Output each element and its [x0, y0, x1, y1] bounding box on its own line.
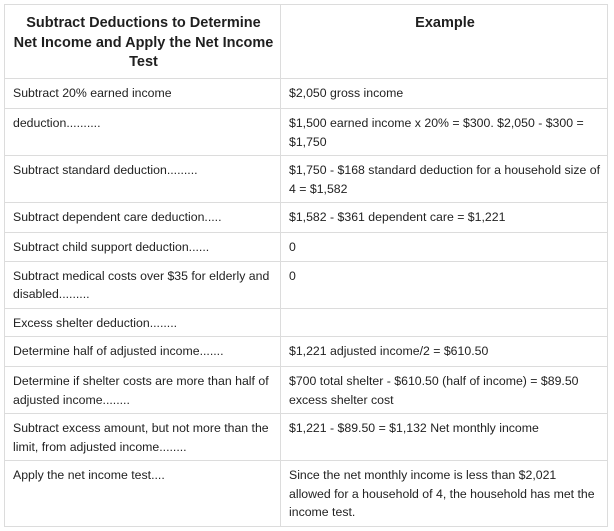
example-cell: Since the net monthly income is less than $2,021 allowed for a household of 4, the household has met the income test.	[281, 461, 608, 527]
table-row	[5, 308, 608, 337]
step-cell: Determine half of adjusted income.......	[5, 337, 281, 367]
table-row	[5, 367, 608, 414]
table-row	[5, 233, 608, 262]
step-cell: Apply the net income test....	[5, 461, 281, 527]
example-cell	[281, 308, 608, 337]
step-cell: Subtract child support deduction......	[5, 233, 281, 262]
example-cell: $1,221 adjusted income/2 = $610.50	[281, 337, 608, 367]
table-header-row	[5, 5, 608, 79]
net-income-table	[4, 4, 608, 527]
step-cell: Subtract medical costs over $35 for elderly and disabled.........	[5, 261, 281, 308]
step-cell: deduction..........	[5, 109, 281, 156]
table-row	[5, 414, 608, 461]
step-cell: Subtract 20% earned income	[5, 79, 281, 109]
step-cell: Subtract excess amount, but not more than the limit, from adjusted income........	[5, 414, 281, 461]
table-row	[5, 203, 608, 233]
column-header-steps: Subtract Deductions to Determine Net Income and Apply the Net Income Test	[5, 5, 281, 79]
table-row	[5, 261, 608, 308]
example-cell: $1,500 earned income x 20% = $300. $2,050 - $300 = $1,750	[281, 109, 608, 156]
column-header-example: Example	[281, 5, 608, 79]
step-cell: Determine if shelter costs are more than half of adjusted income........	[5, 367, 281, 414]
step-cell: Excess shelter deduction........	[5, 308, 281, 337]
table-row	[5, 109, 608, 156]
table-row	[5, 156, 608, 203]
table-row	[5, 461, 608, 527]
example-cell: $1,750 - $168 standard deduction for a household size of 4 = $1,582	[281, 156, 608, 203]
example-cell: $2,050 gross income	[281, 79, 608, 109]
step-cell: Subtract standard deduction.........	[5, 156, 281, 203]
example-cell: $1,582 - $361 dependent care = $1,221	[281, 203, 608, 233]
example-cell: 0	[281, 233, 608, 262]
step-cell: Subtract dependent care deduction.....	[5, 203, 281, 233]
deductions-table-container	[4, 4, 608, 527]
example-cell: $1,221 - $89.50 = $1,132 Net monthly income	[281, 414, 608, 461]
example-cell: $700 total shelter - $610.50 (half of income) = $89.50 excess shelter cost	[281, 367, 608, 414]
table-row	[5, 337, 608, 367]
example-cell: 0	[281, 261, 608, 308]
table-row	[5, 79, 608, 109]
